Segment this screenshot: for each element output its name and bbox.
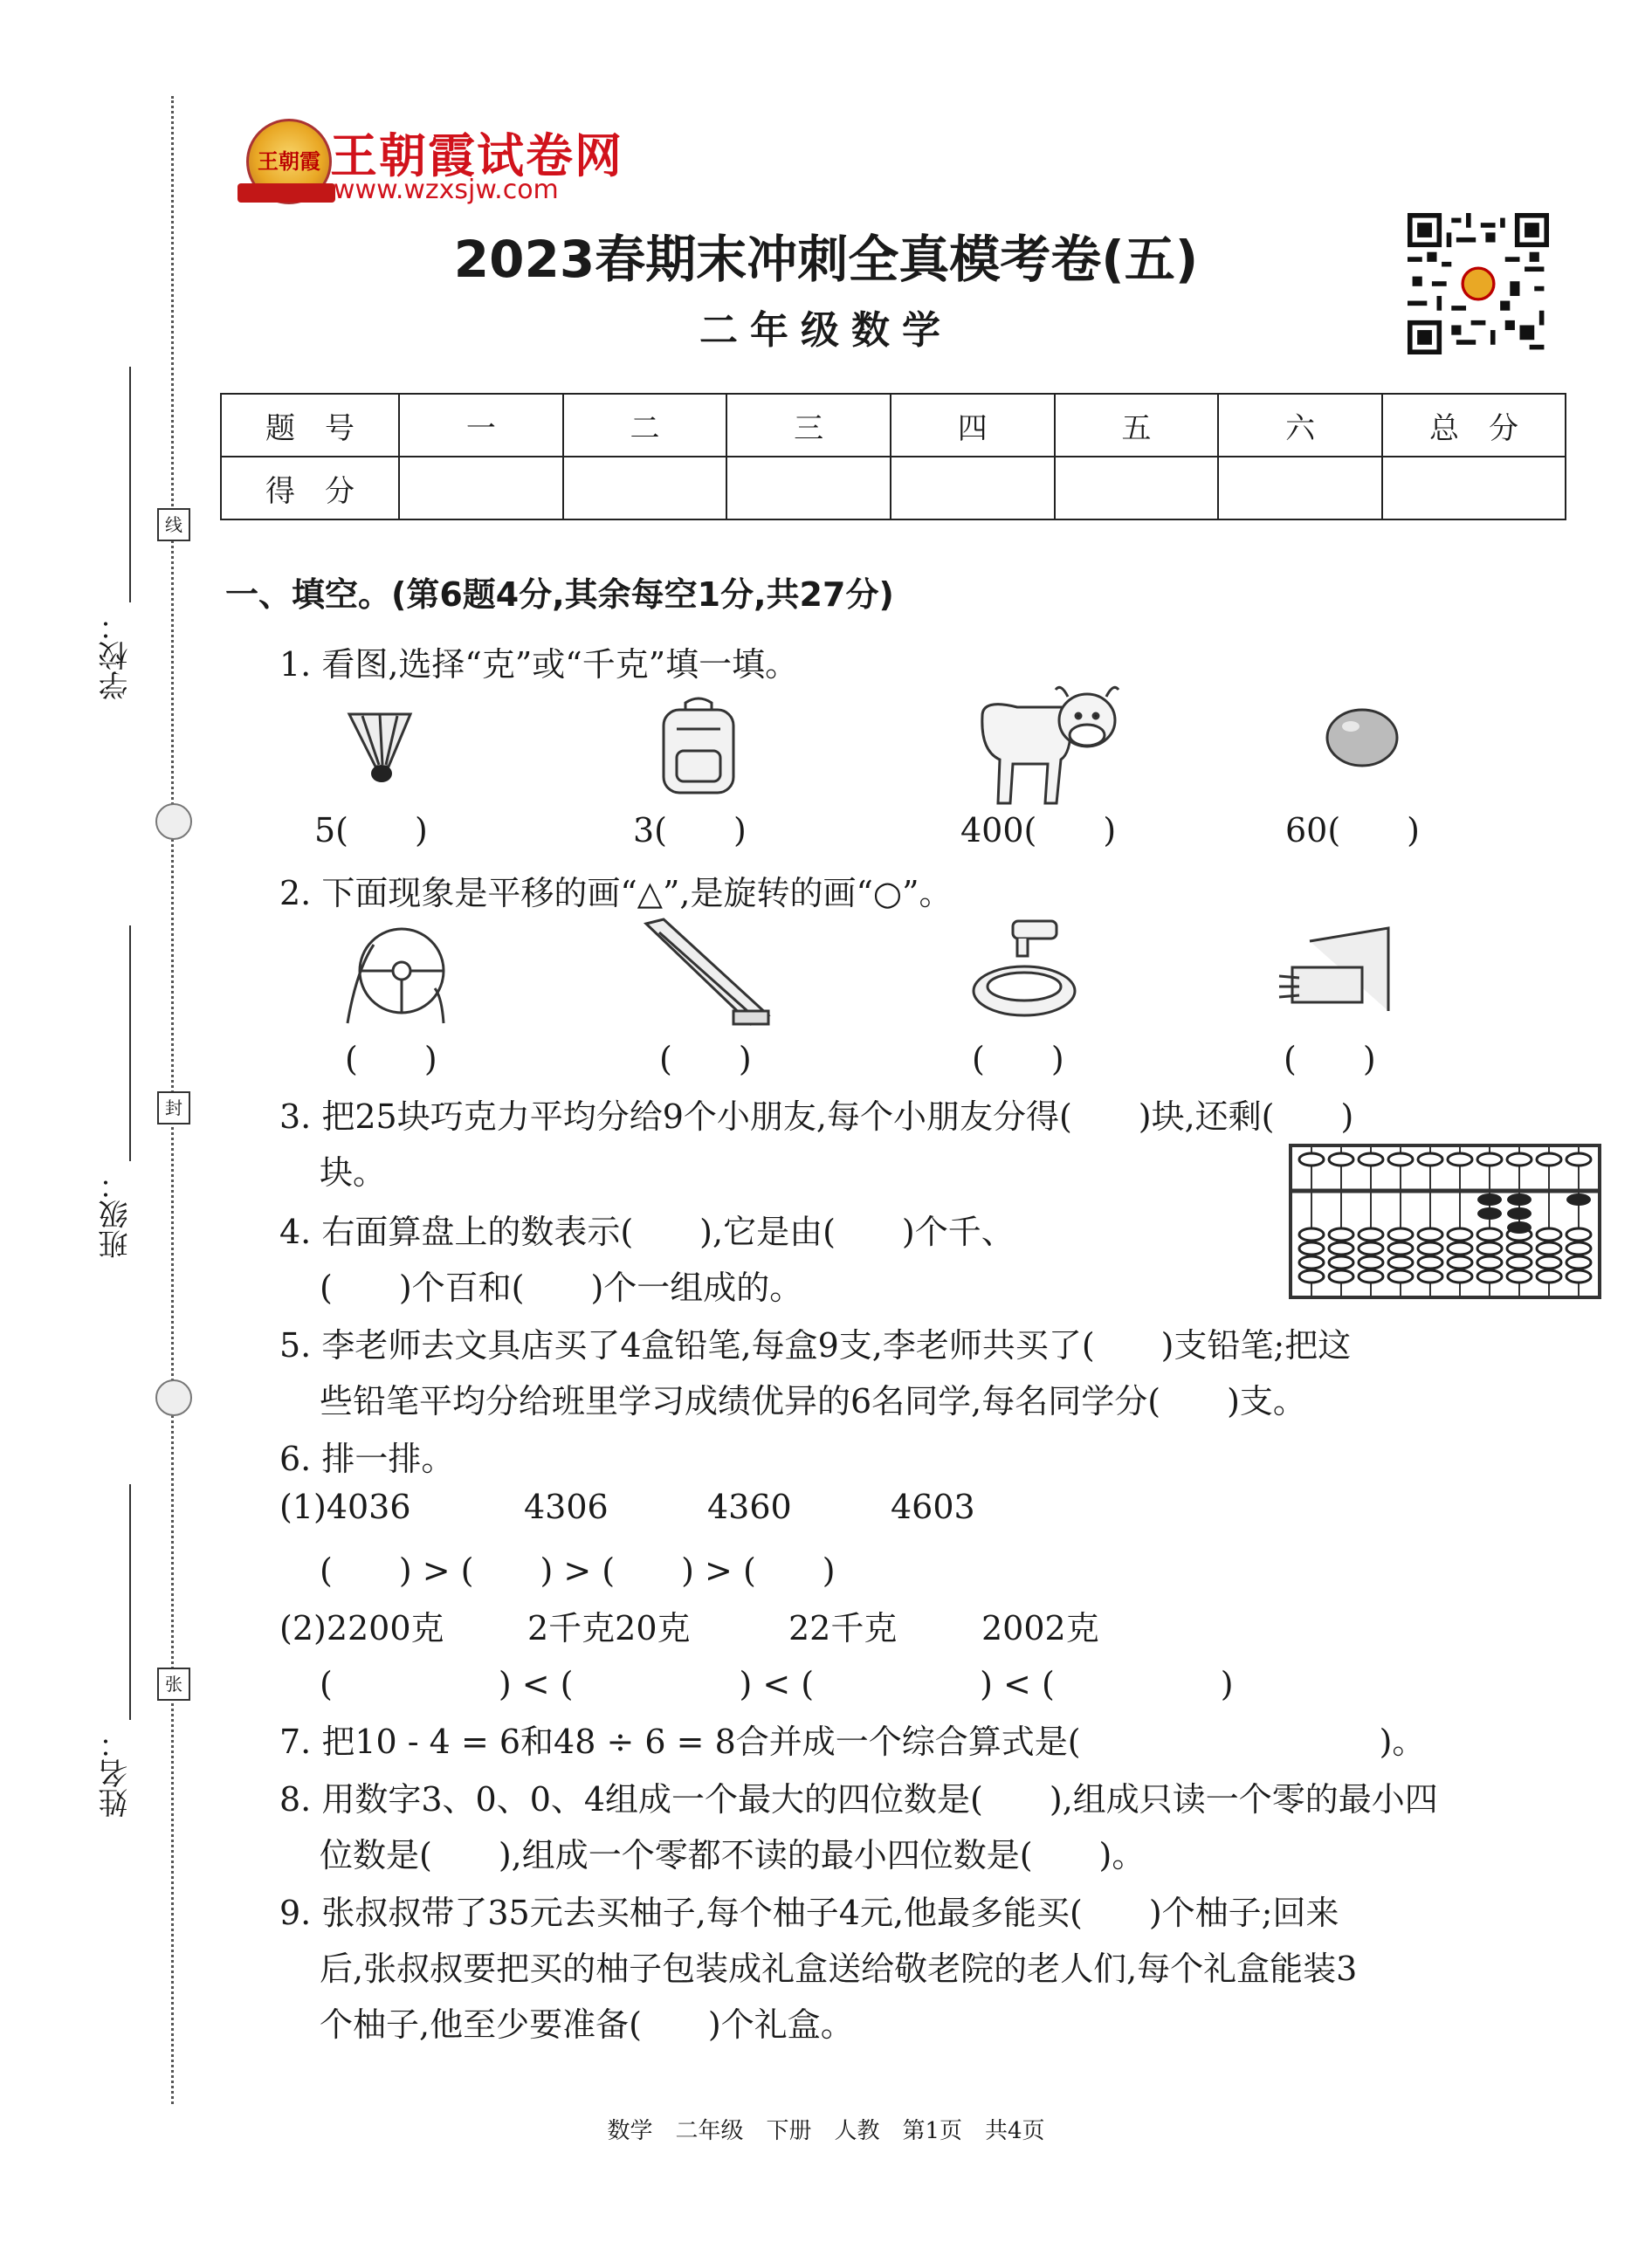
seal-seal-mark: 封: [157, 1091, 190, 1124]
q1-answer-shuttlecock[interactable]: 5( ): [314, 811, 428, 849]
q1-answer-backpack[interactable]: 3( ): [633, 811, 747, 849]
q6-part2-item: 2千克20克: [527, 1609, 691, 1647]
q6-part2-answer[interactable]: ( ) < ( ) < ( ) < ( ): [320, 1665, 1234, 1703]
score-cell[interactable]: [891, 457, 1055, 519]
question-5-line1: 5. 李老师去文具店买了4盒铅笔,每盒9支,李老师共买了( )支铅笔;把这: [279, 1326, 1352, 1365]
q6-part2-item: 22千克: [788, 1609, 898, 1647]
score-cell[interactable]: [563, 457, 727, 519]
question-4-line1: 4. 右面算盘上的数表示( ),它是由( )个千、: [279, 1213, 1015, 1251]
q2-answer-steering[interactable]: ( ): [345, 1040, 437, 1078]
question-7-text: 7. 把10 - 4 = 6和48 ÷ 6 = 8合并成一个综合算式是( )。: [279, 1723, 1426, 1761]
q2-answer-faucet[interactable]: ( ): [972, 1040, 1064, 1078]
score-table-header-row: [221, 394, 1566, 457]
egg-icon: [1323, 705, 1401, 771]
score-header-cell: 题 号: [221, 394, 399, 457]
score-header-cell: 总 分: [1382, 394, 1566, 457]
logo-ribbon: [237, 183, 335, 203]
seal-line-mark: 线: [157, 508, 190, 541]
name-line: [129, 1484, 131, 1720]
q6-part1-number: 4603: [891, 1488, 975, 1526]
score-header-cell: 一: [399, 394, 563, 457]
score-cell[interactable]: [399, 457, 563, 519]
score-cell[interactable]: [726, 457, 891, 519]
abacus-icon: [1289, 1144, 1601, 1299]
score-cell[interactable]: [1055, 457, 1219, 519]
school-label: 学校：: [99, 611, 134, 700]
question-8-line1: 8. 用数字3、0、0、4组成一个最大的四位数是( ),组成只读一个零的最小四: [279, 1780, 1438, 1819]
question-5-line2: 些铅笔平均分给班里学习成绩优异的6名同学,每名同学分( )支。: [320, 1382, 1306, 1420]
page-subtitle: 二年级数学: [699, 308, 953, 353]
page-footer: 数学 二年级 下册 人教 第1页 共4页: [607, 2118, 1045, 2144]
score-cell[interactable]: [1382, 457, 1566, 519]
section-heading: 一、填空。(第6题4分,其余每空1分,共27分): [225, 575, 894, 614]
score-table-score-row: [221, 457, 1566, 519]
question-6-text: 6. 排一排。: [279, 1440, 455, 1478]
q6-part1-number: 4360: [707, 1488, 792, 1526]
question-9-line1: 9. 张叔叔带了35元去买柚子,每个柚子4元,他最多能买( )个柚子;回来: [279, 1894, 1339, 1932]
drawer-icon: [1275, 924, 1397, 1020]
q6-part2-item: 2002克: [981, 1609, 1099, 1647]
binding-emblem-icon: [155, 1379, 192, 1416]
class-label: 班级：: [99, 1170, 134, 1259]
brand-url[interactable]: www.wzxsjw.com: [334, 175, 559, 205]
name-label: 姓名：: [99, 1729, 134, 1818]
question-3-line1: 3. 把25块巧克力平均分给9个小朋友,每个小朋友分得( )块,还剩( ): [279, 1097, 1354, 1136]
question-8-line2: 位数是( ),组成一个零都不读的最小四位数是( )。: [320, 1836, 1146, 1874]
score-header-cell: 二: [563, 394, 727, 457]
cow-icon: [965, 672, 1131, 816]
q6-part1-label: (1)4036: [279, 1488, 411, 1526]
score-header-cell: 四: [891, 394, 1055, 457]
score-table: [220, 393, 1566, 520]
question-3-line2: 块。: [320, 1153, 387, 1192]
q6-part2-label: (2)2200克: [279, 1609, 444, 1647]
q2-answer-escalator[interactable]: ( ): [659, 1040, 752, 1078]
faucet-basin-icon: [965, 917, 1087, 1026]
shuttlecock-icon: [341, 705, 419, 784]
page-title: 2023春期末冲刺全真模考卷(五): [453, 230, 1199, 289]
question-9-line2: 后,张叔叔要把买的柚子包装成礼盒送给敬老院的老人们,每个礼盒能装3: [320, 1950, 1358, 1988]
qr-code-icon[interactable]: [1408, 213, 1549, 354]
brand-name: 王朝霞试卷网: [330, 128, 623, 183]
score-header-cell: 五: [1055, 394, 1219, 457]
seal-tight-mark: 张: [157, 1668, 190, 1701]
steering-wheel-icon: [339, 918, 461, 1032]
backpack-icon: [650, 694, 747, 799]
q2-answer-drawer[interactable]: ( ): [1284, 1040, 1376, 1078]
score-cell[interactable]: [1218, 457, 1382, 519]
brand-badge-text: 王朝霞: [258, 149, 320, 174]
q1-answer-cow[interactable]: 400( ): [960, 811, 1117, 849]
abacus-drawing: [1292, 1147, 1598, 1296]
q6-part1-number: 4306: [524, 1488, 609, 1526]
score-row-label: 得 分: [221, 457, 399, 519]
school-line: [129, 367, 131, 602]
question-1-text: 1. 看图,选择“克”或“千克”填一填。: [279, 645, 799, 684]
question-2-text: 2. 下面现象是平移的画“△”,是旋转的画“○”。: [279, 874, 953, 912]
binding-emblem-icon: [155, 803, 192, 840]
q1-answer-egg[interactable]: 60( ): [1285, 811, 1421, 849]
q6-part1-answer[interactable]: ( ) > ( ) > ( ) > ( ): [320, 1551, 836, 1590]
score-header-cell: 六: [1218, 394, 1382, 457]
escalator-icon: [637, 915, 777, 1033]
class-line: [129, 925, 131, 1161]
score-header-cell: 三: [726, 394, 891, 457]
question-9-line3: 个柚子,他至少要准备( )个礼盒。: [320, 2005, 854, 2044]
question-4-line2: ( )个百和( )个一组成的。: [320, 1269, 803, 1307]
